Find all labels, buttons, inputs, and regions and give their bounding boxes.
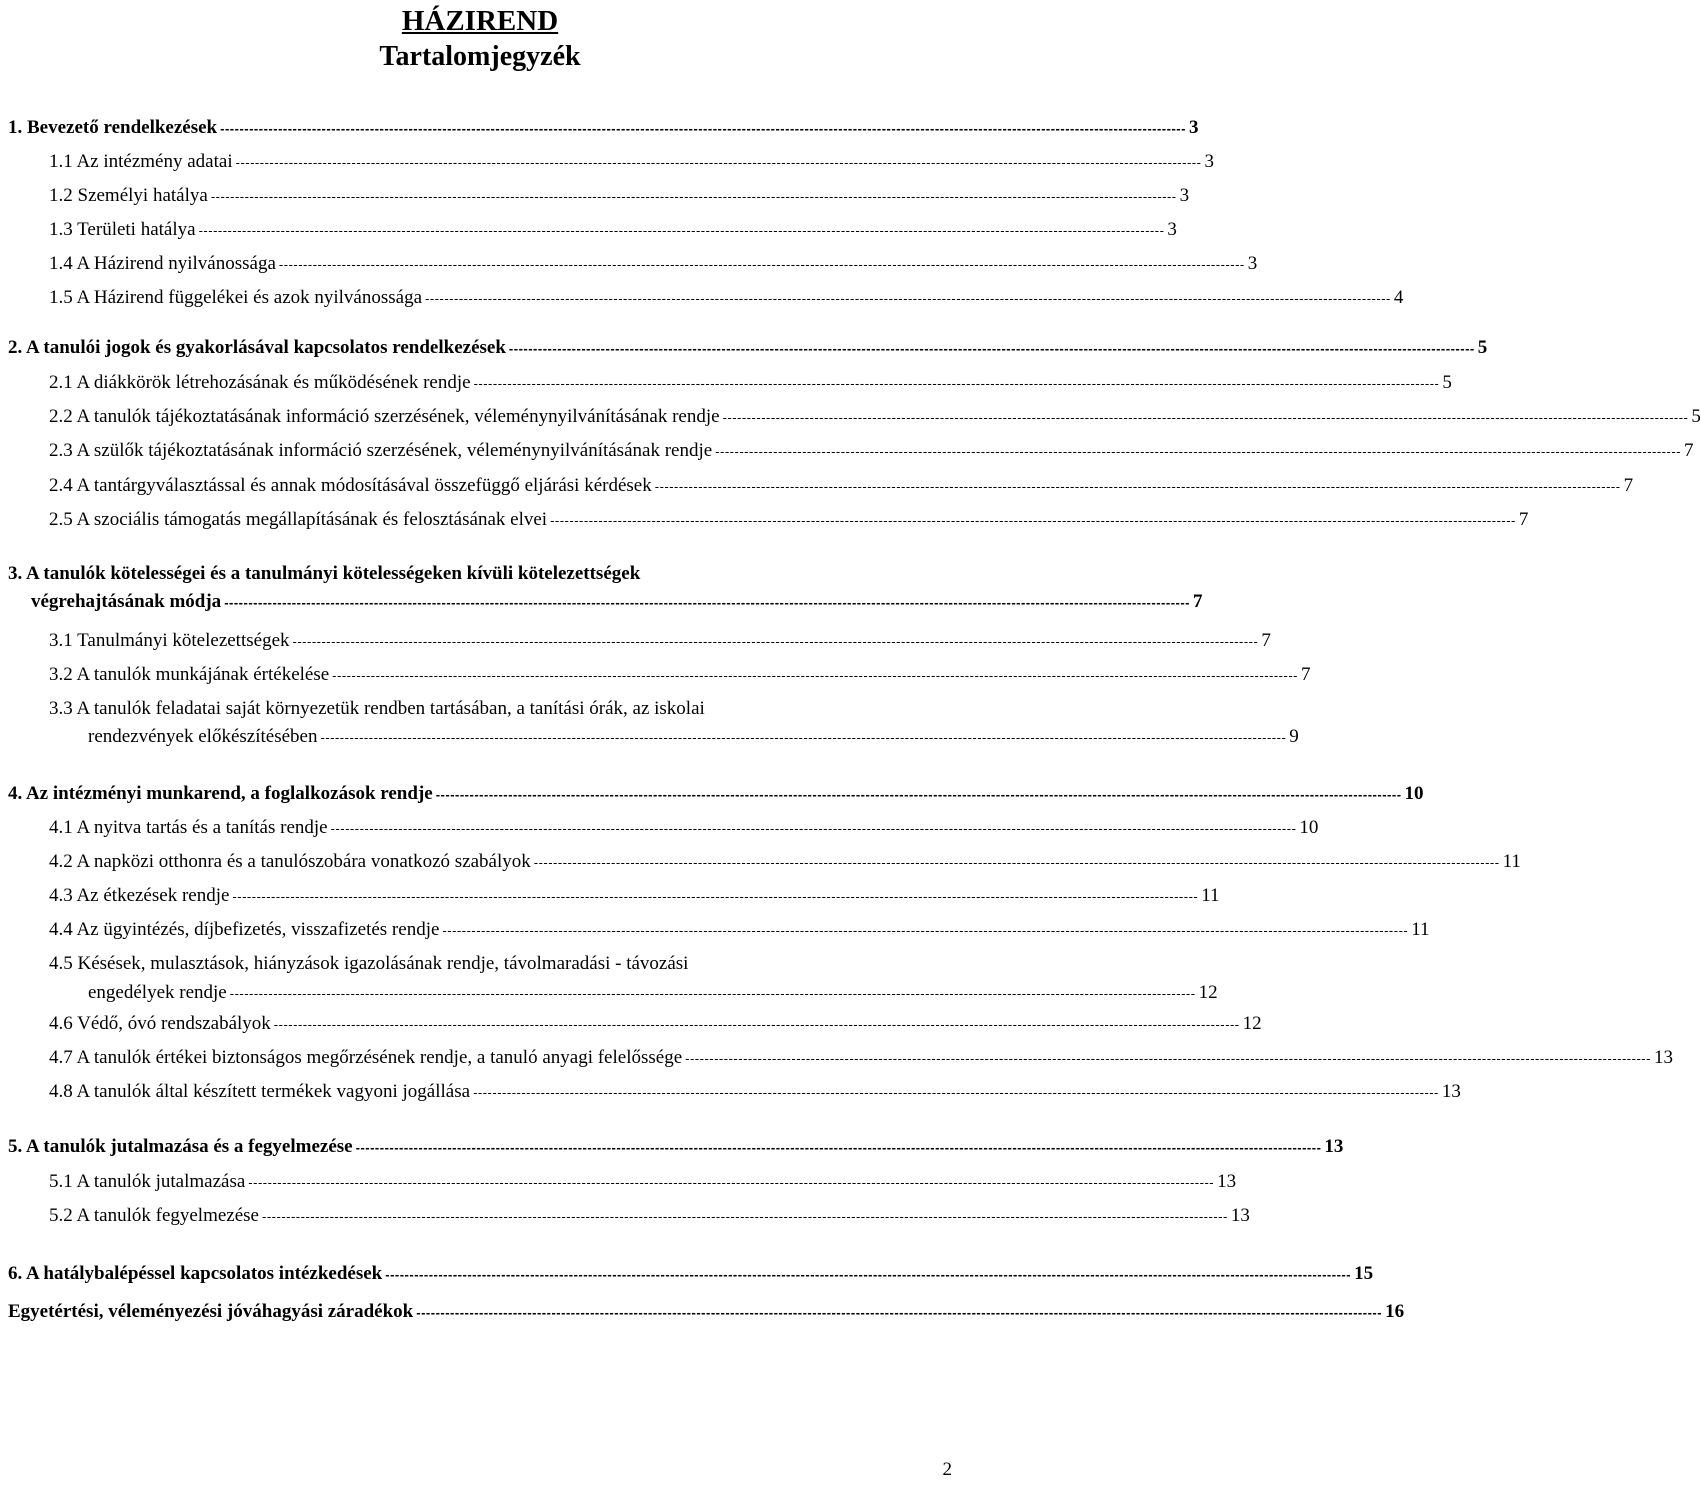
toc-entry-title: 4.7 A tanulók értékei biztonságos megőrzésének rendje, a tanuló anyagi felelőssége (49, 1047, 683, 1068)
toc-entry[interactable] (8, 1262, 1374, 1287)
toc-entry-title: 3.2 A tanulók munkájának értékelése (49, 664, 330, 685)
toc-entry-title: 4. Az intézményi munkarend, a foglalkozások rendje (8, 783, 433, 804)
toc-entry-page: 7 (1684, 440, 1694, 461)
document-title: HÁZIREND (401, 5, 559, 37)
toc-entry-page: 7 (1518, 509, 1529, 530)
dot-leader: -------------------------------------------------------------------------------------------------------------------------------------------------------------------------------------------------------- (533, 855, 1500, 870)
dot-leader: -------------------------------------------------------------------------------------------------------------------------------------------------------------------------------------------------------- (473, 1085, 1439, 1100)
toc-entry-title: 1.1 Az intézmény adatai (49, 151, 233, 172)
toc-entry-title: 2.4 A tantárgyválasztással és annak módosításával összefüggő eljárási kérdések (49, 475, 652, 496)
toc-entry-page: 16 (1385, 1301, 1405, 1322)
toc-entry[interactable] (49, 439, 1694, 464)
toc-entry-page: 12 (1242, 1013, 1262, 1034)
toc-entry-title[interactable]: 4.5 Késések, mulasztások, hiányzások igazolásának rendje, távolmaradási - távozási (49, 953, 689, 974)
dot-leader: -------------------------------------------------------------------------------------------------------------------------------------------------------------------------------------------------------- (425, 291, 1391, 306)
toc-entry-page: 15 (1354, 1263, 1374, 1284)
toc-entry-page: 7 (1301, 664, 1311, 685)
toc-entry-title: 1. Bevezető rendelkezések (8, 117, 218, 138)
toc-entry[interactable] (49, 816, 1319, 841)
toc-entry-page: 3 (1179, 185, 1190, 206)
toc-entry[interactable] (49, 850, 1521, 875)
toc-entry[interactable] (8, 116, 1199, 141)
dot-leader: -------------------------------------------------------------------------------------------------------------------------------------------------------------------------------------------------------- (416, 1305, 1383, 1320)
toc-entry-title: 5.2 A tanulók fegyelmezése (49, 1205, 259, 1226)
toc-entry-title: 3.1 Tanulmányi kötelezettségek (49, 630, 290, 651)
toc-entry-page: 13 (1441, 1081, 1461, 1102)
dot-leader: -------------------------------------------------------------------------------------------------------------------------------------------------------------------------------------------------------- (435, 787, 1402, 802)
toc-entry-page: 4 (1393, 287, 1404, 308)
toc-entry-title: 2.1 A diákkörök létrehozásának és működésének rendje (49, 372, 471, 393)
toc-entry-page: 7 (1623, 475, 1634, 496)
toc-entry-page: 3 (1167, 219, 1177, 240)
toc-entry-page: 5 (1691, 406, 1701, 427)
dot-leader: -------------------------------------------------------------------------------------------------------------------------------------------------------------------------------------------------------- (292, 634, 1259, 649)
toc-entry[interactable] (8, 1135, 1344, 1160)
dot-leader: -------------------------------------------------------------------------------------------------------------------------------------------------------------------------------------------------------- (229, 986, 1196, 1001)
toc-entry-page: 9 (1289, 726, 1299, 747)
toc-entry-page: 13 (1324, 1136, 1344, 1157)
toc-entry-title: 2.5 A szociális támogatás megállapításának és felosztásának elvei (49, 509, 548, 530)
toc-entry[interactable] (49, 1204, 1250, 1229)
dot-leader: -------------------------------------------------------------------------------------------------------------------------------------------------------------------------------------------------------- (198, 223, 1165, 238)
toc-entry-title: 1.4 A Házirend nyilvánossága (49, 253, 276, 274)
dot-leader: -------------------------------------------------------------------------------------------------------------------------------------------------------------------------------------------------------- (220, 121, 1186, 136)
toc-entry-page: 5 (1477, 337, 1488, 358)
toc-entry-title: Egyetértési, véleményezési jóváhagyási záradékok (8, 1301, 414, 1322)
toc-entry-title: 2. A tanulói jogok és gyakorlásával kapcsolatos rendelkezések (8, 337, 506, 358)
toc-entry-page: 13 (1217, 1171, 1237, 1192)
toc-entry-page: 5 (1442, 372, 1452, 393)
toc-entry-title: 5. A tanulók jutalmazása és a fegyelmezése (8, 1136, 353, 1157)
toc-entry-title-continued: végrehajtásának módja (31, 591, 222, 612)
toc-entry[interactable] (49, 508, 1529, 533)
dot-leader: -------------------------------------------------------------------------------------------------------------------------------------------------------------------------------------------------------- (473, 376, 1440, 391)
toc-entry-title: 4.8 A tanulók által készített termékek vagyoni jogállása (49, 1081, 471, 1102)
toc-entry-title: 1.5 A Házirend függelékei és azok nyilvánossága (49, 287, 423, 308)
dot-leader: -------------------------------------------------------------------------------------------------------------------------------------------------------------------------------------------------------- (550, 513, 1516, 528)
toc-entry-title: 4.1 A nyitva tartás és a tanítás rendje (49, 817, 328, 838)
page-number: 2 (942, 1459, 952, 1480)
dot-leader: -------------------------------------------------------------------------------------------------------------------------------------------------------------------------------------------------------- (685, 1051, 1651, 1066)
toc-entry-title[interactable]: 3. A tanulók kötelességei és a tanulmányi kötelességeken kívüli kötelezettségek (8, 563, 641, 584)
dot-leader: -------------------------------------------------------------------------------------------------------------------------------------------------------------------------------------------------------- (262, 1209, 1228, 1224)
toc-entry[interactable] (31, 590, 1203, 615)
dot-leader: -------------------------------------------------------------------------------------------------------------------------------------------------------------------------------------------------------- (385, 1267, 1352, 1282)
toc-entry-title: 2.3 A szülők tájékoztatásának információ szerzésének, véleménynyilvánításának rendje (49, 440, 713, 461)
toc-entry[interactable] (49, 1012, 1262, 1037)
toc-entry[interactable] (88, 725, 1299, 750)
toc-entry[interactable] (49, 884, 1220, 909)
toc-entry-page: 10 (1404, 783, 1424, 804)
toc-entry[interactable] (88, 981, 1218, 1006)
toc-entry-page: 11 (1411, 919, 1430, 940)
toc-entry-title-continued: engedélyek rendje (88, 982, 227, 1003)
toc-entry[interactable] (49, 184, 1190, 209)
toc-entry[interactable] (49, 629, 1271, 654)
dot-leader: -------------------------------------------------------------------------------------------------------------------------------------------------------------------------------------------------------- (210, 189, 1177, 204)
toc-entry-page: 11 (1201, 885, 1220, 906)
toc-entry-page: 11 (1502, 851, 1521, 872)
dot-leader: -------------------------------------------------------------------------------------------------------------------------------------------------------------------------------------------------------- (722, 410, 1689, 425)
dot-leader: -------------------------------------------------------------------------------------------------------------------------------------------------------------------------------------------------------- (232, 889, 1199, 904)
toc-entry-page: 3 (1204, 151, 1214, 172)
toc-entry-page: 13 (1230, 1205, 1250, 1226)
toc-entry-title: 4.2 A napközi otthonra és a tanulószobára vonatkozó szabályok (49, 851, 531, 872)
toc-entry-title: 1.3 Területi hatálya (49, 219, 196, 240)
dot-leader: -------------------------------------------------------------------------------------------------------------------------------------------------------------------------------------------------------- (330, 821, 1297, 836)
toc-entry[interactable] (49, 918, 1430, 943)
dot-leader: -------------------------------------------------------------------------------------------------------------------------------------------------------------------------------------------------------- (248, 1175, 1215, 1190)
dot-leader: -------------------------------------------------------------------------------------------------------------------------------------------------------------------------------------------------------- (332, 668, 1298, 683)
dot-leader: -------------------------------------------------------------------------------------------------------------------------------------------------------------------------------------------------------- (654, 479, 1621, 494)
toc-entry[interactable] (49, 663, 1311, 688)
dot-leader: -------------------------------------------------------------------------------------------------------------------------------------------------------------------------------------------------------- (224, 595, 1191, 610)
toc-entry[interactable] (49, 150, 1214, 175)
toc-entry-title: 5.1 A tanulók jutalmazása (49, 1171, 246, 1192)
toc-entry-page: 3 (1247, 253, 1258, 274)
toc-entry[interactable] (8, 782, 1424, 807)
dot-leader: -------------------------------------------------------------------------------------------------------------------------------------------------------------------------------------------------------- (508, 341, 1475, 356)
toc-entry-title: 4.3 Az étkezések rendje (49, 885, 230, 906)
toc-heading: Tartalomjegyzék (379, 41, 581, 72)
toc-entry[interactable] (49, 252, 1258, 277)
toc-entry[interactable] (8, 336, 1488, 361)
toc-entry[interactable] (49, 1046, 1673, 1071)
toc-entry[interactable] (8, 1300, 1405, 1325)
toc-entry-title: 1.2 Személyi hatálya (49, 185, 208, 206)
toc-entry-page: 3 (1188, 117, 1199, 138)
toc-entry[interactable] (49, 1080, 1461, 1105)
toc-entry-page: 10 (1299, 817, 1319, 838)
toc-entry[interactable] (49, 474, 1634, 499)
toc-entry[interactable] (49, 1170, 1237, 1195)
toc-entry[interactable] (49, 405, 1701, 430)
toc-entry-page: 7 (1193, 591, 1203, 612)
dot-leader: -------------------------------------------------------------------------------------------------------------------------------------------------------------------------------------------------------- (278, 257, 1245, 272)
toc-entry-page: 13 (1653, 1047, 1673, 1068)
dot-leader: -------------------------------------------------------------------------------------------------------------------------------------------------------------------------------------------------------- (320, 730, 1287, 745)
toc-entry-title-continued: rendezvények előkészítésében (88, 726, 318, 747)
toc-entry-page: 12 (1198, 982, 1218, 1003)
toc-entry[interactable] (49, 218, 1177, 243)
toc-entry-title[interactable]: 3.3 A tanulók feladatai saját környezetük rendben tartásában, a tanítási órák, az iskolai (49, 698, 705, 719)
toc-entry[interactable] (49, 371, 1452, 396)
toc-entry-title: 4.6 Védő, óvó rendszabályok (49, 1013, 271, 1034)
toc-entry-title: 6. A hatálybalépéssel kapcsolatos intézkedések (8, 1263, 383, 1284)
dot-leader: -------------------------------------------------------------------------------------------------------------------------------------------------------------------------------------------------------- (442, 923, 1409, 938)
toc-entry-title: 2.2 A tanulók tájékoztatásának információ szerzésének, véleménynyilvánításának rendje (49, 406, 720, 427)
dot-leader: -------------------------------------------------------------------------------------------------------------------------------------------------------------------------------------------------------- (235, 155, 1202, 170)
dot-leader: -------------------------------------------------------------------------------------------------------------------------------------------------------------------------------------------------------- (273, 1017, 1240, 1032)
dot-leader: -------------------------------------------------------------------------------------------------------------------------------------------------------------------------------------------------------- (355, 1140, 1322, 1155)
toc-entry[interactable] (49, 286, 1404, 311)
dot-leader: -------------------------------------------------------------------------------------------------------------------------------------------------------------------------------------------------------- (715, 444, 1681, 459)
toc-entry-page: 7 (1261, 630, 1271, 651)
toc-entry-title: 4.4 Az ügyintézés, díjbefizetés, visszafizetés rendje (49, 919, 440, 940)
